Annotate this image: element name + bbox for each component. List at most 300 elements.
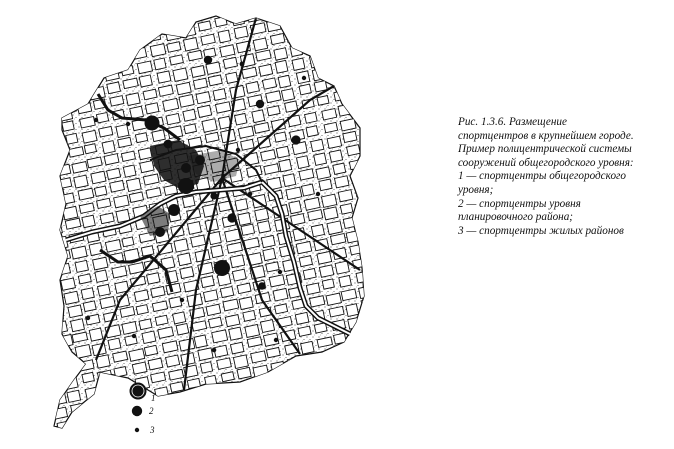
street-block bbox=[169, 297, 182, 308]
street-block bbox=[175, 0, 188, 9]
street-block bbox=[330, 391, 346, 404]
street-block bbox=[152, 130, 165, 142]
sport-center-district bbox=[210, 192, 217, 199]
street-block bbox=[241, 139, 255, 150]
street-block bbox=[9, 118, 21, 129]
street-block bbox=[353, 173, 366, 185]
street-block bbox=[372, 182, 386, 195]
street-block bbox=[413, 132, 427, 143]
street-block bbox=[380, 394, 394, 405]
street-block bbox=[0, 193, 4, 204]
street-block bbox=[1, 163, 14, 175]
street-block bbox=[318, 10, 334, 23]
sport-center-residential bbox=[278, 270, 282, 274]
street-block bbox=[42, 26, 55, 36]
street-block bbox=[44, 281, 58, 292]
street-block bbox=[252, 437, 266, 448]
street-block bbox=[0, 36, 7, 48]
street-block bbox=[206, 389, 219, 400]
street-block bbox=[356, 443, 371, 449]
street-block bbox=[58, 22, 70, 33]
street-block bbox=[205, 375, 218, 387]
caption-line: Пример полицентрической системы bbox=[458, 143, 632, 156]
street-block bbox=[18, 158, 30, 168]
street-block bbox=[437, 325, 451, 338]
street-block bbox=[0, 148, 14, 160]
street-block bbox=[223, 386, 239, 400]
street-block bbox=[57, 263, 70, 275]
street-block bbox=[19, 1, 33, 14]
street-block bbox=[343, 47, 355, 58]
street-block bbox=[84, 144, 96, 154]
street-block bbox=[375, 196, 388, 208]
street-block bbox=[41, 182, 54, 192]
street-block bbox=[80, 32, 93, 43]
street-block bbox=[416, 230, 429, 240]
street-block bbox=[235, 199, 248, 211]
street-block bbox=[173, 312, 186, 324]
street-block bbox=[302, 426, 315, 437]
street-block bbox=[0, 134, 9, 146]
street-block bbox=[351, 3, 366, 15]
street-block bbox=[74, 175, 88, 188]
street-block bbox=[37, 168, 50, 179]
street-block bbox=[208, 317, 222, 328]
street-block bbox=[97, 284, 110, 296]
legend-symbol-3 bbox=[135, 428, 139, 432]
sport-center-district bbox=[195, 155, 205, 165]
caption-line: уровня; bbox=[458, 183, 494, 196]
sport-center-residential bbox=[240, 62, 245, 67]
street-block bbox=[196, 420, 208, 431]
street-block bbox=[42, 437, 57, 448]
street-block bbox=[68, 63, 81, 76]
street-block bbox=[179, 423, 195, 436]
street-block bbox=[93, 428, 107, 438]
street-block bbox=[234, 440, 248, 449]
street-block bbox=[431, 299, 446, 312]
street-block bbox=[95, 27, 109, 38]
street-block bbox=[225, 315, 240, 327]
street-block bbox=[102, 54, 118, 66]
street-block bbox=[261, 235, 275, 247]
street-block bbox=[292, 386, 304, 398]
street-block bbox=[191, 66, 205, 78]
street-block bbox=[288, 444, 302, 449]
street-block bbox=[382, 66, 397, 78]
street-block bbox=[416, 317, 429, 327]
sport-center-city bbox=[214, 260, 230, 276]
street-block bbox=[364, 313, 377, 323]
street-block bbox=[228, 0, 243, 12]
street-block bbox=[299, 256, 312, 267]
street-block bbox=[373, 439, 389, 449]
sport-center-district bbox=[256, 100, 264, 108]
street-block bbox=[8, 31, 24, 45]
sport-center-residential bbox=[274, 338, 278, 342]
street-block bbox=[255, 208, 269, 221]
street-block bbox=[248, 423, 261, 435]
street-block bbox=[402, 248, 417, 261]
street-block bbox=[28, 370, 43, 383]
street-block bbox=[85, 387, 98, 400]
street-block bbox=[398, 62, 412, 74]
street-block bbox=[444, 281, 456, 293]
street-block bbox=[0, 94, 2, 106]
street-block bbox=[423, 429, 436, 439]
caption-line: 3 — спортцентры жилых районов bbox=[458, 224, 624, 237]
street-block bbox=[75, 260, 88, 272]
street-block bbox=[22, 256, 36, 267]
street-block bbox=[261, 0, 275, 3]
street-block bbox=[439, 425, 454, 437]
street-block bbox=[162, 14, 175, 25]
street-block bbox=[279, 159, 292, 171]
street-block bbox=[356, 271, 368, 283]
street-block bbox=[372, 425, 386, 438]
street-block bbox=[368, 327, 383, 340]
street-block bbox=[419, 159, 434, 171]
street-block bbox=[454, 408, 469, 421]
street-block bbox=[253, 38, 267, 51]
street-block bbox=[397, 305, 411, 315]
street-block bbox=[323, 207, 338, 220]
street-block bbox=[389, 350, 402, 361]
street-block bbox=[15, 60, 29, 71]
street-block bbox=[37, 411, 51, 421]
street-block bbox=[338, 190, 353, 202]
street-block bbox=[299, 413, 312, 425]
street-block bbox=[346, 388, 358, 398]
street-block bbox=[135, 133, 147, 143]
street-block bbox=[33, 227, 47, 239]
street-block bbox=[145, 103, 159, 114]
street-block bbox=[31, 383, 44, 393]
street-block bbox=[194, 335, 207, 348]
street-block bbox=[104, 68, 119, 81]
street-block bbox=[1, 76, 13, 87]
street-block bbox=[376, 126, 392, 139]
street-block bbox=[142, 3, 156, 15]
street-block bbox=[97, 42, 110, 55]
street-block bbox=[102, 382, 117, 395]
street-block bbox=[305, 440, 319, 449]
street-block bbox=[82, 215, 95, 227]
sport-center-residential bbox=[180, 298, 184, 302]
street-block bbox=[370, 253, 386, 265]
street-block bbox=[232, 269, 246, 281]
street-block bbox=[329, 150, 342, 162]
street-block bbox=[476, 431, 490, 443]
street-block bbox=[27, 114, 41, 125]
street-block bbox=[429, 371, 441, 382]
street-block bbox=[107, 0, 121, 9]
street-block bbox=[116, 125, 129, 138]
street-block bbox=[356, 115, 369, 126]
street-block bbox=[309, 382, 323, 393]
street-block bbox=[39, 12, 55, 24]
street-block bbox=[384, 80, 399, 92]
street-block bbox=[302, 184, 315, 196]
sport-center-residential bbox=[206, 58, 211, 63]
street-block bbox=[1, 0, 17, 2]
street-block bbox=[30, 127, 46, 140]
street-block bbox=[428, 286, 440, 297]
street-block bbox=[235, 113, 247, 125]
street-block bbox=[141, 246, 154, 257]
street-block bbox=[27, 199, 43, 212]
street-block bbox=[89, 0, 104, 11]
street-block bbox=[30, 298, 45, 310]
street-block bbox=[366, 156, 381, 168]
street-block bbox=[386, 8, 401, 21]
street-block bbox=[319, 265, 333, 277]
street-block bbox=[138, 148, 152, 160]
street-block bbox=[57, 334, 73, 347]
street-block bbox=[276, 146, 289, 158]
street-block bbox=[335, 418, 348, 429]
street-block bbox=[363, 226, 379, 238]
street-block bbox=[306, 126, 318, 137]
street-block bbox=[176, 82, 191, 94]
street-block bbox=[231, 426, 245, 437]
street-block bbox=[215, 17, 227, 27]
street-block bbox=[428, 199, 443, 210]
street-block bbox=[8, 274, 22, 284]
street-block bbox=[396, 135, 411, 146]
street-block bbox=[325, 379, 338, 389]
street-block bbox=[319, 423, 334, 434]
street-block bbox=[306, 283, 320, 295]
street-block bbox=[334, 176, 349, 188]
street-block bbox=[148, 358, 163, 370]
street-block bbox=[361, 384, 375, 397]
street-block bbox=[397, 221, 412, 234]
street-block bbox=[193, 405, 208, 417]
street-block bbox=[144, 345, 157, 356]
street-block bbox=[155, 387, 169, 398]
street-block bbox=[390, 108, 405, 120]
street-block bbox=[337, 347, 352, 360]
street-block bbox=[13, 216, 27, 227]
street-block bbox=[145, 17, 160, 27]
sport-center-district bbox=[291, 135, 300, 144]
street-block bbox=[225, 229, 241, 242]
street-block bbox=[71, 77, 84, 90]
street-block bbox=[283, 17, 297, 28]
street-block bbox=[285, 101, 298, 112]
street-block bbox=[183, 109, 196, 121]
street-block bbox=[15, 144, 30, 157]
street-block bbox=[31, 56, 46, 69]
street-block bbox=[299, 84, 311, 95]
street-block bbox=[361, 215, 374, 227]
street-block bbox=[420, 244, 435, 256]
street-block bbox=[336, 21, 349, 32]
street-block bbox=[23, 15, 37, 26]
street-block bbox=[371, 98, 383, 108]
street-block bbox=[322, 363, 338, 375]
street-block bbox=[31, 212, 45, 223]
street-block bbox=[29, 43, 43, 56]
street-block bbox=[275, 60, 288, 73]
street-block bbox=[387, 179, 402, 191]
street-block bbox=[387, 95, 401, 107]
street-block bbox=[121, 66, 134, 76]
street-block bbox=[289, 371, 301, 383]
street-block bbox=[415, 386, 430, 397]
street-block bbox=[352, 17, 366, 30]
street-block bbox=[408, 433, 423, 445]
street-block bbox=[162, 428, 175, 439]
street-block bbox=[391, 435, 406, 446]
legend-label-3: 3 bbox=[150, 425, 155, 435]
street-block bbox=[385, 166, 400, 177]
street-block bbox=[370, 12, 386, 25]
street-block bbox=[280, 2, 294, 15]
street-block bbox=[233, 355, 248, 369]
street-block bbox=[179, 94, 194, 107]
street-block bbox=[378, 295, 392, 306]
street-block bbox=[0, 120, 8, 131]
street-block bbox=[85, 58, 97, 69]
street-block bbox=[166, 441, 180, 449]
street-block bbox=[62, 363, 77, 375]
street-block bbox=[130, 434, 144, 445]
street-block bbox=[54, 321, 68, 333]
street-block bbox=[126, 93, 140, 106]
street-block bbox=[230, 255, 245, 268]
street-block bbox=[34, 69, 46, 80]
street-block bbox=[349, 74, 362, 86]
street-block bbox=[408, 275, 423, 286]
street-block bbox=[412, 288, 427, 299]
street-block bbox=[279, 402, 295, 416]
street-block bbox=[43, 109, 58, 122]
street-block bbox=[33, 140, 46, 152]
street-block bbox=[53, 0, 68, 6]
street-block bbox=[44, 195, 57, 205]
street-block bbox=[365, 398, 380, 408]
street-block bbox=[265, 7, 279, 19]
street-block bbox=[64, 291, 79, 304]
street-block bbox=[374, 282, 390, 295]
street-block bbox=[75, 344, 91, 358]
street-block bbox=[69, 0, 84, 2]
legend bbox=[130, 383, 146, 432]
street-block bbox=[36, 0, 50, 8]
figure-caption bbox=[458, 116, 668, 238]
street-block bbox=[94, 186, 106, 196]
street-block bbox=[122, 237, 134, 247]
street-block bbox=[122, 322, 137, 335]
street-block bbox=[352, 415, 366, 427]
street-block bbox=[305, 112, 318, 123]
street-block bbox=[259, 393, 273, 406]
street-block bbox=[306, 368, 320, 380]
street-block bbox=[450, 310, 464, 321]
street-block bbox=[243, 395, 256, 407]
street-block bbox=[211, 3, 224, 13]
street-block bbox=[123, 165, 136, 177]
street-block bbox=[306, 39, 322, 52]
street-block bbox=[470, 404, 486, 416]
street-block bbox=[38, 254, 53, 267]
street-block bbox=[57, 94, 69, 106]
street-block bbox=[406, 104, 420, 114]
street-block bbox=[369, 170, 382, 180]
street-block bbox=[5, 175, 19, 188]
street-block bbox=[354, 101, 369, 112]
street-block bbox=[137, 61, 152, 74]
street-block bbox=[380, 382, 392, 392]
street-block bbox=[232, 14, 245, 26]
street-block bbox=[13, 131, 25, 142]
street-block bbox=[426, 272, 439, 284]
street-block bbox=[346, 304, 359, 317]
street-block bbox=[432, 227, 445, 239]
street-block bbox=[328, 63, 341, 74]
street-block bbox=[134, 290, 149, 302]
sport-center-district bbox=[164, 140, 173, 149]
street-block bbox=[139, 75, 152, 87]
street-block bbox=[353, 343, 366, 355]
street-block bbox=[17, 72, 32, 82]
street-block bbox=[139, 319, 152, 330]
street-block bbox=[411, 446, 426, 449]
street-block bbox=[296, 398, 312, 411]
street-block bbox=[381, 223, 395, 236]
street-block bbox=[467, 390, 479, 400]
street-block bbox=[230, 342, 244, 354]
street-block bbox=[126, 8, 142, 21]
street-block bbox=[213, 89, 226, 101]
street-block bbox=[49, 52, 65, 65]
street-block bbox=[200, 362, 212, 373]
street-block bbox=[0, 206, 9, 218]
street-block bbox=[273, 288, 288, 301]
street-block bbox=[405, 176, 419, 188]
street-block bbox=[314, 153, 327, 165]
street-block bbox=[392, 194, 407, 206]
street-block bbox=[383, 324, 399, 337]
street-block bbox=[295, 312, 309, 324]
street-block bbox=[2, 4, 17, 14]
street-block bbox=[437, 412, 451, 424]
sport-center-district bbox=[155, 227, 165, 237]
street-block bbox=[59, 434, 73, 445]
street-block bbox=[409, 359, 424, 371]
sport-center-residential bbox=[86, 316, 90, 320]
street-block bbox=[191, 392, 206, 406]
street-block bbox=[36, 325, 51, 337]
street-block bbox=[424, 185, 437, 197]
street-block bbox=[411, 373, 424, 384]
street-block bbox=[357, 201, 371, 212]
street-block bbox=[327, 221, 342, 235]
street-block bbox=[70, 319, 84, 332]
street-block bbox=[283, 174, 296, 187]
street-block bbox=[226, 72, 238, 83]
street-block bbox=[0, 50, 9, 60]
caption-line: 1 — спортцентры общегородского bbox=[458, 170, 626, 183]
street-block bbox=[375, 40, 387, 51]
street-block bbox=[410, 117, 425, 130]
street-block bbox=[17, 316, 31, 328]
street-block bbox=[374, 111, 388, 122]
street-block bbox=[174, 239, 188, 252]
street-block bbox=[42, 352, 55, 363]
